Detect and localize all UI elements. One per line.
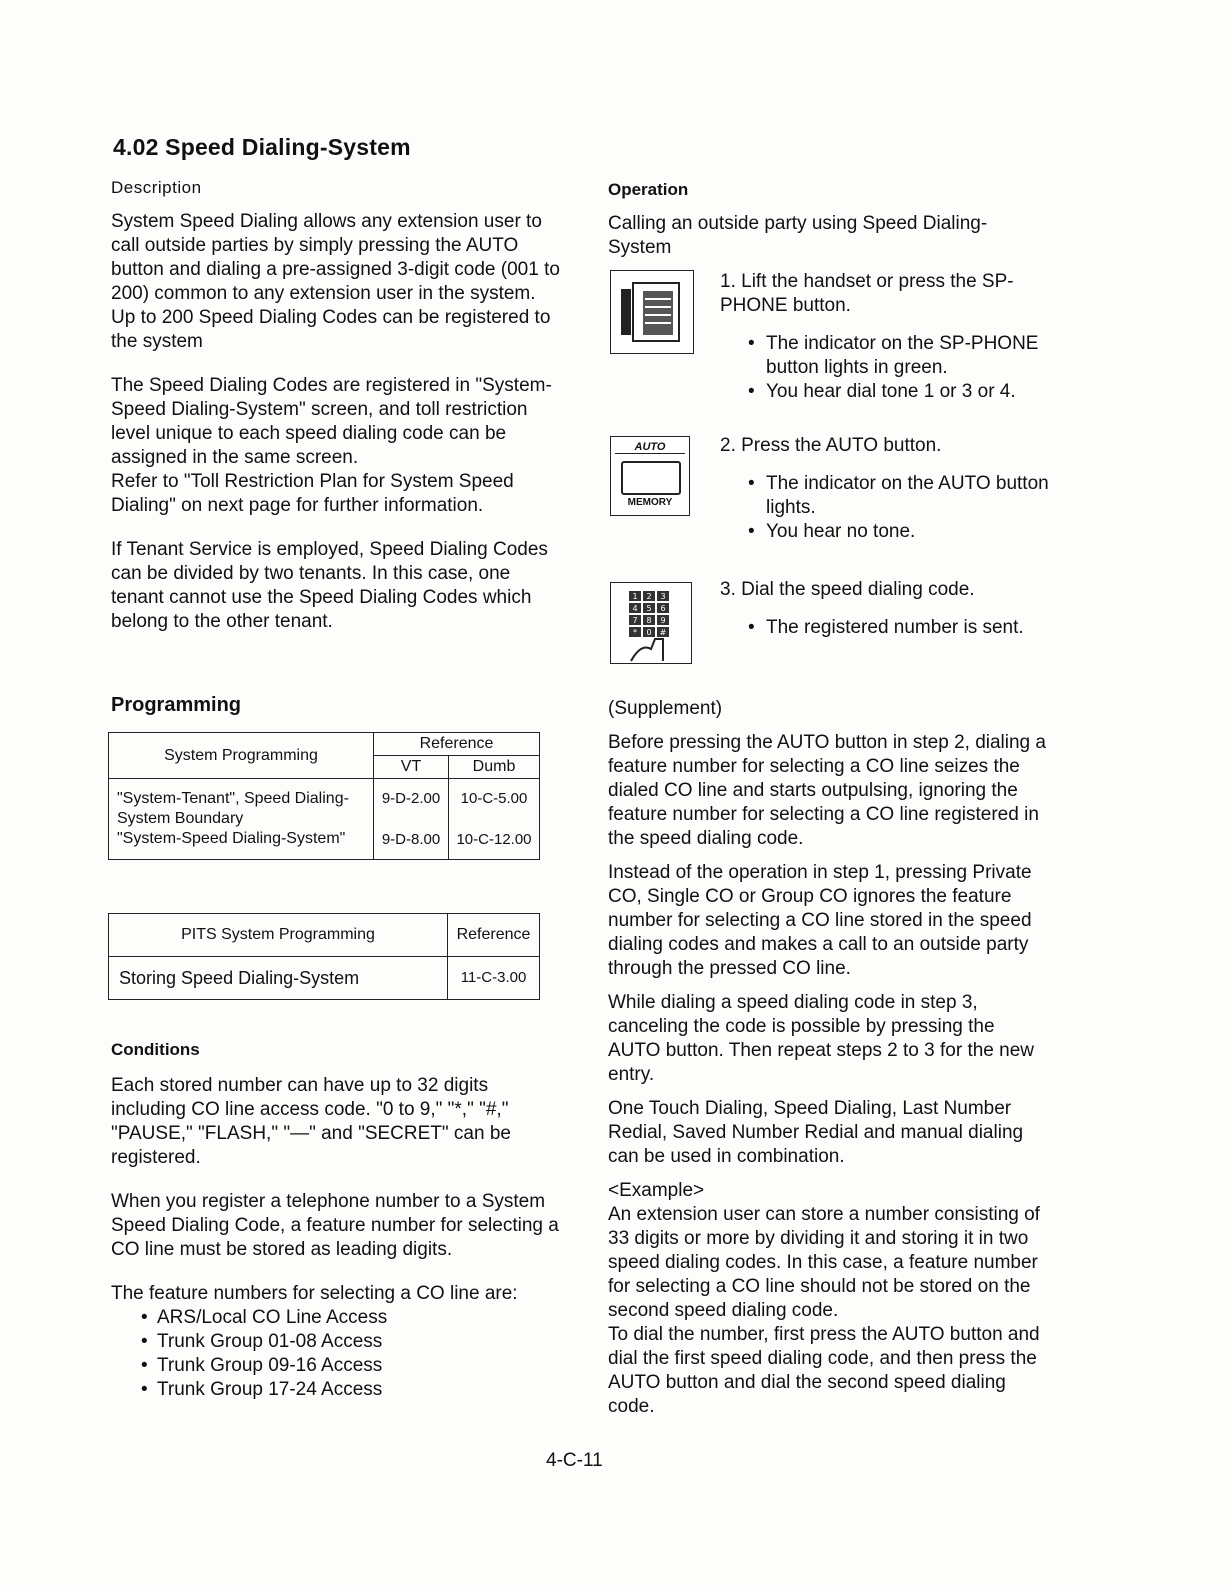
- list-item: • ARS/Local CO Line Access: [141, 1306, 561, 1330]
- example-text: An extension user can store a number consisting of 33 digits or more by dividing it and storing it in two speed dialing codes. In this case, a feature number for selecting a CO line should not be stored on the second speed dialing code.: [608, 1204, 1040, 1321]
- table-cell-name: "System-Speed Dialing-System": [109, 829, 374, 860]
- operation-heading: Operation: [608, 180, 689, 199]
- keypad-key-label: 5: [646, 604, 652, 613]
- step-text: 3. Dial the speed dialing code.: [720, 579, 975, 600]
- description-section: [111, 176, 561, 654]
- supplement-paragraph: Instead of the operation in step 1, pressing Private CO, Single CO or Group CO ignores the feature number for selecting a CO line stored in the speed dialing codes and makes a call to an outside party through the pressed CO line.: [608, 862, 1032, 979]
- description-paragraph: If Tenant Service is employed, Speed Dialing Codes can be divided by two tenants. In this case, one tenant cannot use the Speed Dialing Codes which belong to the other tenant.: [111, 539, 548, 632]
- supplement-paragraph: Before pressing the AUTO button in step 2, dialing a feature number for selecting a CO line seizes the dialed CO line and starts outpulsing, ignoring the feature number for selecting a CO line registered in the speed dialing code.: [608, 732, 1046, 849]
- feature-number-list: [111, 1306, 561, 1402]
- table-row: [109, 829, 540, 860]
- keypad-key-label: 7: [632, 616, 638, 625]
- keypad-key-label: *: [633, 628, 637, 637]
- operation-intro: Calling an outside party using Speed Dialing-System: [608, 213, 988, 258]
- table-header-vt: VT: [374, 756, 449, 779]
- table-cell-dumb: 10-C-5.00: [449, 779, 540, 830]
- memory-label: MEMORY: [627, 497, 673, 508]
- step-note: • The indicator on the SP-PHONE button lights in green.: [748, 332, 1050, 380]
- step-note: • The registered number is sent.: [748, 616, 1050, 640]
- step-3: [720, 578, 1050, 640]
- table-header-reference: Reference: [374, 733, 540, 756]
- keypad-key-label: 6: [660, 604, 666, 613]
- conditions-paragraph: Each stored number can have up to 32 digits including CO line access code. "0 to 9," "*," "#," "PAUSE," "FLASH," "—" and "SECRET" can be registered.: [111, 1075, 511, 1168]
- page-number: 4-C-11: [546, 1450, 603, 1471]
- description-paragraph: The Speed Dialing Codes are registered in "System-Speed Dialing-System" screen, and toll restriction level unique to each speed dialing code can be assigned in the same screen.: [111, 375, 552, 468]
- step-note: • You hear dial tone 1 or 3 or 4.: [748, 380, 1050, 404]
- keypad-key-label: 1: [632, 592, 638, 601]
- supplement-heading: (Supplement): [608, 698, 723, 719]
- conditions-section: [111, 1038, 561, 1402]
- page-title: 4.02 Speed Dialing-System: [113, 134, 411, 160]
- keypad-key-label: 3: [660, 592, 666, 601]
- description-paragraph: Up to 200 Speed Dialing Codes can be registered to the system: [111, 307, 551, 352]
- supplement-section: [608, 697, 1048, 1419]
- pits-programming-table: [108, 913, 540, 1000]
- conditions-paragraph: When you register a telephone number to a System Speed Dialing Code, a feature number for selecting a CO line must be stored as leading digits.: [111, 1191, 559, 1260]
- table-header-reference: Reference: [448, 914, 540, 957]
- description-paragraph: System Speed Dialing allows any extension user to call outside parties by simply pressing the AUTO button and dialing a pre-assigned 3-digit code (001 to 200) common to any extension user in the system.: [111, 211, 560, 304]
- step-note: • You hear no tone.: [748, 520, 1050, 544]
- operation-section: [608, 178, 1048, 280]
- keypad-key-label: 8: [646, 616, 652, 625]
- keypad-key-label: 4: [632, 604, 638, 613]
- table-cell-vt: 9-D-2.00: [374, 779, 449, 830]
- keypad-key-label: 9: [660, 616, 666, 625]
- step-text: 1. Lift the handset or press the SP-PHONE button.: [720, 271, 1014, 316]
- auto-label: AUTO: [615, 441, 685, 454]
- supplement-paragraph: One Touch Dialing, Speed Dialing, Last Number Redial, Saved Number Redial and manual dialing can be used in combination.: [608, 1098, 1024, 1167]
- keypad-key-label: 2: [646, 592, 652, 601]
- supplement-paragraph: While dialing a speed dialing code in step 3, canceling the code is possible by pressing the AUTO button. Then repeat steps 2 to 3 for the new entry.: [608, 992, 1034, 1085]
- step-note: • The indicator on the AUTO button lights.: [748, 472, 1050, 520]
- system-programming-table: [108, 732, 540, 860]
- description-paragraph: Refer to "Toll Restriction Plan for System Speed Dialing" on next page for further information.: [111, 471, 514, 516]
- keypad-icon: [610, 582, 692, 664]
- table-header-system-programming: System Programming: [109, 733, 374, 779]
- step-text: 2. Press the AUTO button.: [720, 435, 942, 456]
- auto-button-icon: [610, 436, 690, 516]
- conditions-paragraph: The feature numbers for selecting a CO line are:: [111, 1283, 518, 1304]
- description-heading: Description: [111, 178, 202, 197]
- list-item: • Trunk Group 09-16 Access: [141, 1354, 561, 1378]
- conditions-heading: Conditions: [111, 1040, 200, 1059]
- table-cell-name: Storing Speed Dialing-System: [109, 957, 448, 1000]
- table-cell-dumb: 10-C-12.00: [449, 829, 540, 860]
- table-header-pits: PITS System Programming: [109, 914, 448, 957]
- telephone-icon: [610, 270, 694, 354]
- table-row: [109, 779, 540, 830]
- table-cell-vt: 9-D-8.00: [374, 829, 449, 860]
- keypad-key-label: #: [659, 628, 667, 637]
- step-1: [720, 270, 1050, 404]
- example-label: <Example>: [608, 1180, 705, 1201]
- step-2: [720, 434, 1050, 544]
- list-item: • Trunk Group 01-08 Access: [141, 1330, 561, 1354]
- example-text: To dial the number, first press the AUTO button and dial the first speed dialing code, and then press the AUTO button and dial the second speed dialing code.: [608, 1324, 1040, 1417]
- programming-heading: Programming: [111, 694, 242, 716]
- table-cell-ref: 11-C-3.00: [448, 957, 540, 1000]
- table-header-dumb: Dumb: [449, 756, 540, 779]
- table-cell-name: "System-Tenant", Speed Dialing-System Boundary: [109, 779, 374, 830]
- list-item: • Trunk Group 17-24 Access: [141, 1378, 561, 1402]
- keypad-key-label: 0: [646, 628, 652, 637]
- table-row: [109, 957, 540, 1000]
